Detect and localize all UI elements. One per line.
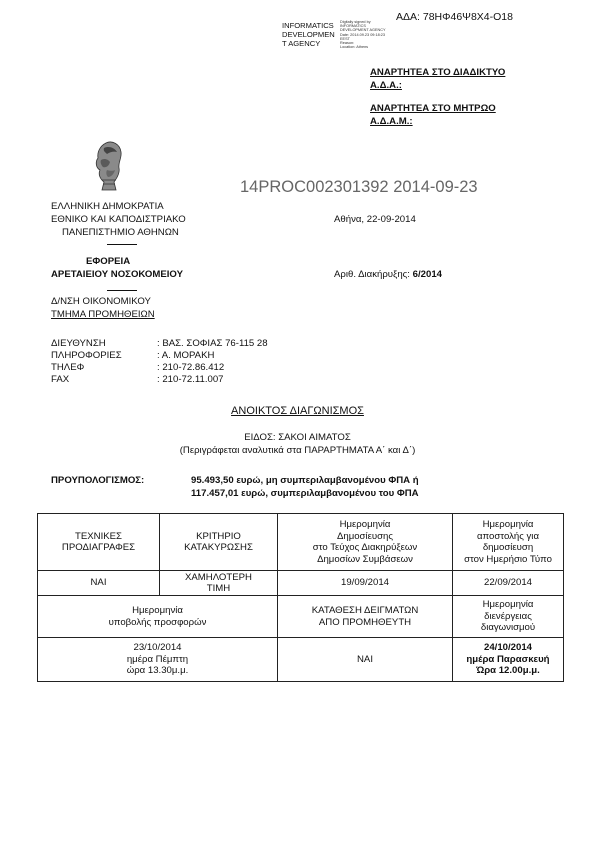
posting-internet: ΑΝΑΡΤΗΤΕΑ ΣΤΟ ΔΙΑΔΙΚΤΥΟ [370,67,506,78]
table-cell: Ημερομηνία υποβολής προσφορών [38,596,278,638]
divider [107,290,137,291]
divider [107,244,137,245]
issuer-line-2: ΕΘΝΙΚΟ ΚΑΙ ΚΑΠΟΔΙΣΤΡΙΑΚΟ [51,214,186,225]
budget-line-2: 117.457,01 ευρώ, συμπεριλαμβανομένου του ΦΠΑ [191,488,419,499]
contact-value: : Α. ΜΟΡΑΚΗ [157,350,215,361]
place-date: Αθήνα, 22-09-2014 [334,214,416,225]
contact-label: ΠΛΗΡΟΦΟΡΙΕΣ [51,350,122,361]
athena-emblem [92,140,126,192]
hospital-title: ΑΡΕΤΑΙΕΙΟΥ ΝΟΣΟΚΟΜΕΙΟΥ [51,269,184,280]
contact-row [51,338,268,350]
table-cell: 22/09/2014 [453,571,564,596]
table-cell: ΤΕΧΝΙΚΕΣ ΠΡΟΔΙΑΓΡΑΦΕΣ [38,514,160,571]
notice-number [334,269,442,280]
table-cell: ΚΑΤΑΘΕΣΗ ΔΕΙΓΜΑΤΩΝ ΑΠΟ ΠΡΟΜΗΘΕΥΤΗ [278,596,453,638]
budget-label: ΠΡΟΥΠΟΛΟΓΙΣΜΟΣ: [51,475,145,486]
issuer-line-3: ΠΑΝΕΠΙΣΤΗΜΙΟ ΑΘΗΝΩΝ [62,227,179,238]
table-cell: 19/09/2014 [278,571,453,596]
signature-details [340,20,386,49]
item-type: ΕΙΔΟΣ: ΣΑΚΟΙ ΑΙΜΑΤΟΣ [244,432,351,443]
table-cell: ΝΑΙ [278,638,453,682]
posting-registry: ΑΝΑΡΤΗΤΕΑ ΣΤΟ ΜΗΤΡΩΟ [370,103,496,114]
table-row [38,638,564,682]
signer-org-line: DEVELOPMEN [282,30,335,39]
table-cell: ΚΡΙΤΗΡΙΟ ΚΑΤΑΚΥΡΩΣΗΣ [160,514,278,571]
signature-detail-line: DEVELOPMENT AGENCY [340,28,386,33]
tender-info-table [37,513,564,682]
signature-detail-line: INFORMATICS [340,24,366,29]
contact-label: ΤΗΛΕΦ [51,362,85,373]
signer-org-line: INFORMATICS [282,21,334,30]
contact-row [51,374,268,386]
tender-title: ΑΝΟΙΚΤΟΣ ΔΙΑΓΩΝΙΣΜΟΣ [231,405,364,417]
signature-detail-line: EEST [340,36,350,41]
table-row [38,596,564,638]
ada-code: ΑΔΑ: 78ΗΦ46Ψ8Χ4-Ο18 [396,11,513,23]
table-cell: Ημερομηνία αποστολής για δημοσίευση στον Ημερήσιο Τύπο [453,514,564,571]
table-cell: Ημερομηνία διενέργειας διαγωνισμού [453,596,564,638]
contact-value: : 210-72.11.007 [157,374,224,385]
table-row [38,571,564,596]
board-title: ΕΦΟΡΕΙΑ [86,256,131,267]
contact-label: FAX [51,374,70,385]
contact-label: ΔΙΕΥΘΥΝΣΗ [51,338,106,349]
table-cell: ΧΑΜΗΛΟΤΕΡΗ ΤΙΜΗ [160,571,278,596]
item-description: (Περιγράφεται αναλυτικά στα ΠΑΡΑΡΤΗΜΑΤΑ Α΄ και Δ΄) [179,445,416,456]
posting-ada: Α.Δ.Α.: [370,80,402,91]
contact-value: : 210-72.86.412 [157,362,225,373]
issuer-line-1: ΕΛΛΗΝΙΚΗ ΔΗΜΟΚΡΑΤΙΑ [51,201,164,212]
notice-value: 6/2014 [412,269,442,280]
table-cell: ΝΑΙ [38,571,160,596]
signer-org [282,21,335,48]
table-cell: 23/10/2014 ημέρα Πέμπτη ώρα 13.30μ.μ. [38,638,278,682]
protocol-code: 14PROC002301392 2014-09-23 [240,178,478,196]
table-row [38,514,564,571]
signature-detail-line: Digitally signed by [340,20,371,24]
signature-detail-line: Reason: [340,41,355,46]
notice-label: Αριθ. Διακήρυξης: [334,269,410,280]
budget-line-1: 95.493,50 ευρώ, μη συμπεριλαμβανομένου ΦΠΑ ή [191,475,419,486]
contact-value: : ΒΑΣ. ΣΟΦΙΑΣ 76-115 28 [157,338,268,349]
contact-row [51,362,268,374]
signature-detail-line: Date: 2014.09.23 09:18:23 [340,32,385,37]
dept-title: ΤΜΗΜΑ ΠΡΟΜΗΘΕΙΩΝ [51,309,155,320]
division-title: Δ/ΝΣΗ ΟΙΚΟΝΟΜΙΚΟΥ [51,296,151,307]
table-cell: Ημερομηνία Δημοσίευσης στο Τεύχος Διακηρύξεων Δημοσίων Συμβάσεων [278,514,453,571]
posting-adam: Α.Δ.Α.Μ.: [370,116,413,127]
table-cell: 24/10/2014 ημέρα Παρασκευή Ώρα 12.00μ.μ. [453,638,564,682]
signer-org-line: T AGENCY [282,39,321,48]
contact-block [51,338,268,386]
signature-detail-line: Location: Athens [340,45,369,50]
contact-row [51,350,268,362]
